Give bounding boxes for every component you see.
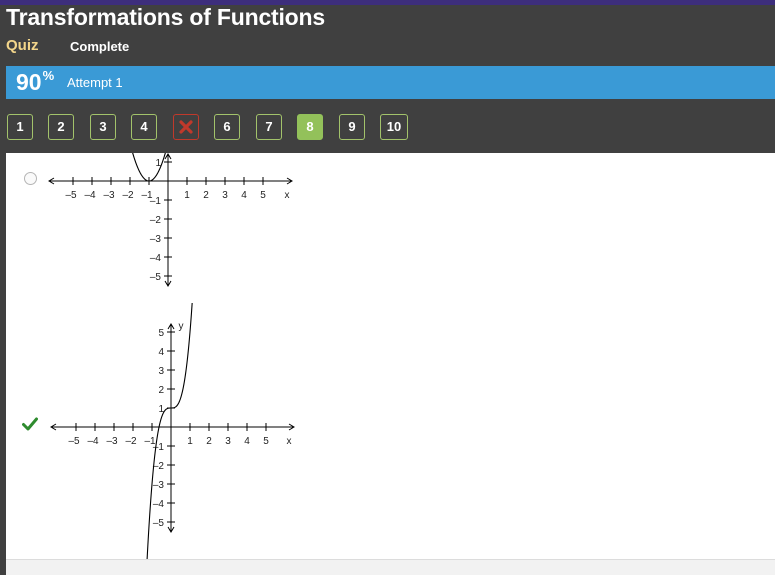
question-content — [6, 153, 775, 559]
y-tick-label: –1 — [152, 442, 164, 453]
x-tick-label: –2 — [122, 190, 134, 201]
y-tick-label: –2 — [152, 461, 164, 472]
x-tick-label: 2 — [206, 436, 212, 447]
page-title: Transformations of Functions — [6, 4, 325, 30]
answer-graph-2 — [46, 303, 301, 559]
y-tick-label: –1 — [149, 196, 161, 207]
y-axis-label: y — [178, 321, 184, 332]
x-tick-label: 4 — [241, 190, 247, 201]
x-tick-label: 4 — [244, 436, 250, 447]
x-tick-label: –1 — [144, 436, 156, 447]
y-tick-label: 4 — [158, 347, 164, 358]
attempt-label: Attempt 1 — [67, 75, 123, 90]
score-bar — [6, 66, 775, 99]
x-tick-label: 1 — [184, 190, 190, 201]
x-tick-label: –1 — [141, 190, 153, 201]
question-button-9[interactable]: 9 — [339, 114, 365, 140]
x-tick-label: 1 — [187, 436, 193, 447]
y-tick-label: –5 — [149, 272, 161, 283]
question-button-4[interactable]: 4 — [131, 114, 157, 140]
x-tick-label: –3 — [103, 190, 115, 201]
question-button-5-incorrect[interactable] — [173, 114, 199, 140]
y-tick-label: –3 — [152, 480, 164, 491]
question-button-3[interactable]: 3 — [90, 114, 116, 140]
answer-graph-1 — [44, 153, 299, 303]
question-button-8[interactable]: 8 — [297, 114, 323, 140]
x-tick-label: 3 — [225, 436, 231, 447]
x-icon — [179, 120, 193, 134]
function-curve — [123, 153, 175, 181]
score-number: 90 — [16, 69, 42, 95]
y-tick-label: –3 — [149, 234, 161, 245]
x-axis-label: x — [286, 436, 292, 447]
answer-radio-1[interactable] — [24, 172, 37, 185]
y-tick-label: –5 — [152, 518, 164, 529]
y-tick-label: 2 — [158, 385, 164, 396]
x-tick-label: 5 — [263, 436, 269, 447]
y-tick-label: –4 — [152, 499, 164, 510]
y-tick-label: –2 — [149, 215, 161, 226]
x-tick-label: –4 — [87, 436, 99, 447]
score-unit: % — [42, 68, 55, 83]
y-tick-label: 3 — [158, 366, 164, 377]
x-tick-label: –4 — [84, 190, 96, 201]
question-button-10[interactable]: 10 — [380, 114, 408, 140]
y-tick-label: 1 — [158, 404, 164, 415]
x-tick-label: –5 — [68, 436, 80, 447]
x-tick-label: –3 — [106, 436, 118, 447]
question-button-7[interactable]: 7 — [256, 114, 282, 140]
y-tick-label: –4 — [149, 253, 161, 264]
x-tick-label: 2 — [203, 190, 209, 201]
y-tick-label: 5 — [158, 328, 164, 339]
x-axis-label: x — [284, 190, 290, 201]
question-button-1[interactable]: 1 — [7, 114, 33, 140]
y-tick-label: 1 — [155, 158, 161, 169]
x-tick-label: 3 — [222, 190, 228, 201]
quiz-label: Quiz — [6, 37, 39, 54]
x-tick-label: –5 — [65, 190, 77, 201]
x-tick-label: –2 — [125, 436, 137, 447]
score-value — [16, 69, 54, 96]
x-tick-label: 5 — [260, 190, 266, 201]
footer-bar — [6, 559, 775, 575]
status-label: Complete — [70, 39, 130, 54]
question-button-2[interactable]: 2 — [48, 114, 74, 140]
question-button-6[interactable]: 6 — [214, 114, 240, 140]
correct-check-icon — [22, 417, 38, 431]
